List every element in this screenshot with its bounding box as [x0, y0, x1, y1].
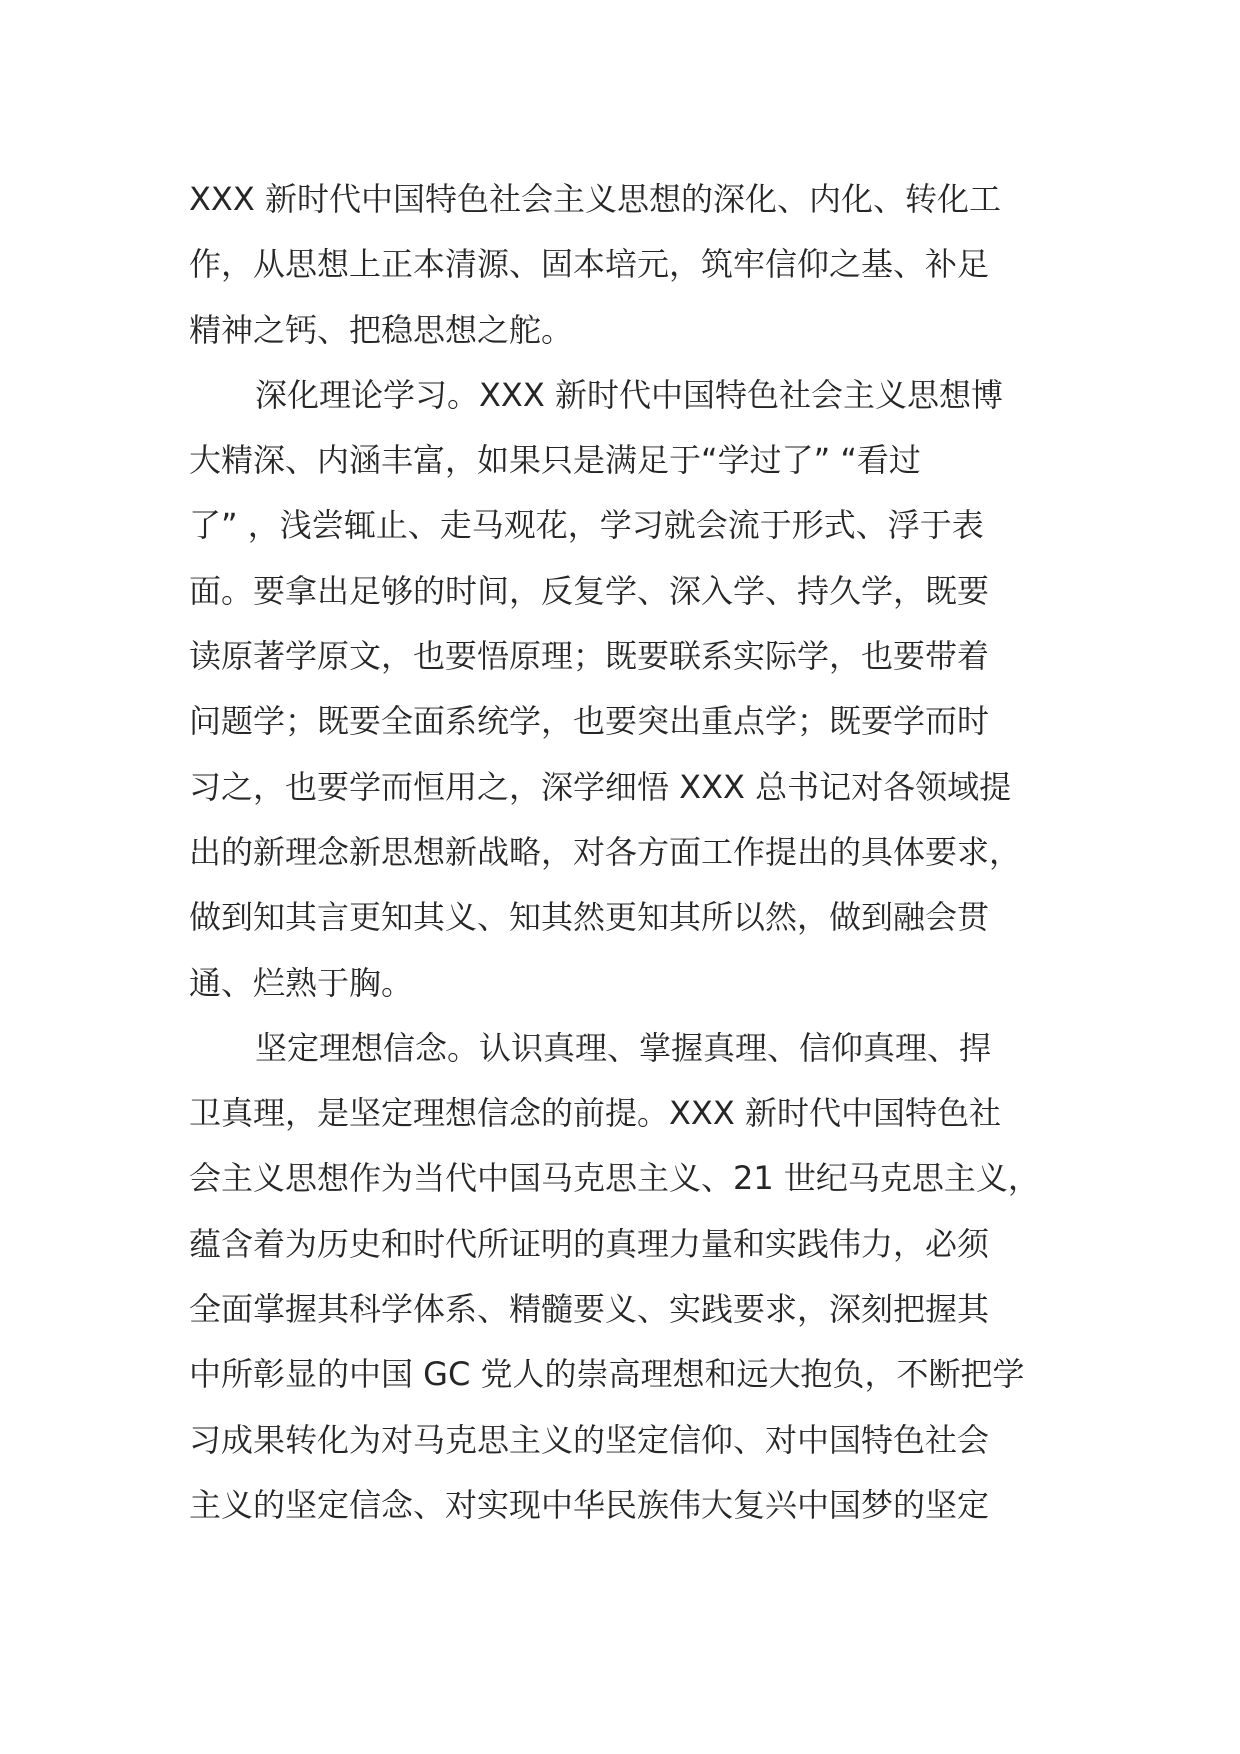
text-line: 会主义思想作为当代中国马克思主义、21 世纪马克思主义，: [189, 1159, 1040, 1198]
text-line: 做到知其言更知其义、知其然更知其所以然，做到融会贯: [189, 898, 990, 937]
text-line: 精神之钙、把稳思想之舵。: [189, 310, 574, 349]
text-line: 问题学；既要全面系统学，也要突出重点学；既要学而时: [189, 702, 990, 741]
text-line: 全面掌握其科学体系、精髓要义、实践要求，深刻把握其: [189, 1290, 990, 1329]
text-line: 蕴含着为历史和时代所证明的真理力量和实践伟力，必须: [189, 1224, 990, 1263]
text-line: 习成果转化为对马克思主义的坚定信仰、对中国特色社会: [189, 1420, 990, 1459]
text-line: 卫真理，是坚定理想信念的前提。XXX 新时代中国特色社: [189, 1094, 1001, 1133]
paragraph-continued: [189, 167, 1090, 363]
text-line: 了” ，浅尝辄止、走马观花，学习就会流于形式、浮于表: [189, 506, 984, 545]
text-line: 坚定理想信念。认识真理、掌握真理、信仰真理、捍: [255, 1028, 992, 1067]
text-line: 读原著学原文，也要悟原理；既要联系实际学，也要带着: [189, 637, 990, 676]
text-line: XXX 新时代中国特色社会主义思想的深化、内化、转化工: [189, 180, 1001, 218]
text-line: 出的新理念新思想新战略，对各方面工作提出的具体要求，: [189, 832, 1022, 871]
text-line: 面。要拿出足够的时间，反复学、深入学、持久学，既要: [189, 571, 990, 610]
text-line: 大精深、内涵丰富，如果只是满足于“学过了” “看过: [189, 441, 921, 480]
text-line: 作，从思想上正本清源、固本培元，筑牢信仰之基、补足: [189, 245, 990, 284]
text-line: 中所彰显的中国 GC 党人的崇高理想和远大抱负，不断把学: [189, 1355, 1025, 1394]
paragraph-firm-ideals-beliefs: [189, 1016, 1090, 1538]
text-line: 深化理论学习。XXX 新时代中国特色社会主义思想博: [255, 375, 1003, 414]
paragraph-deepen-theory-study: [189, 363, 1090, 1016]
text-line: 习之，也要学而恒用之，深学细悟 XXX 总书记对各领域提: [189, 767, 1012, 806]
text-line: 通、烂熟于胸。: [189, 963, 414, 1002]
text-line: 主义的坚定信念、对实现中华民族伟大复兴中国梦的坚定: [189, 1485, 990, 1524]
